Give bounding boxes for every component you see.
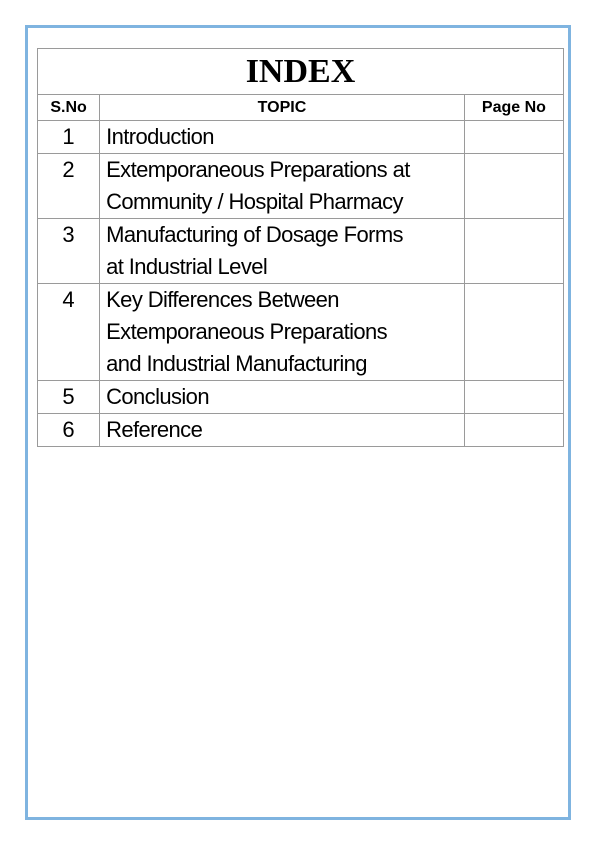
topic-cell xyxy=(100,219,465,284)
page-no-cell xyxy=(464,219,563,284)
topic-cell xyxy=(100,121,465,154)
table-row xyxy=(38,121,564,154)
topic-line: at Industrial Level xyxy=(106,254,268,279)
sno-cell: 1 xyxy=(38,121,100,154)
topic-cell xyxy=(100,381,465,414)
topic-line: Extemporaneous Preparations xyxy=(106,319,388,344)
header-topic: TOPIC xyxy=(100,95,465,121)
topic-cell xyxy=(100,284,465,381)
title-row xyxy=(38,49,564,95)
sno-cell: 3 xyxy=(38,219,100,284)
page-no-cell xyxy=(464,154,563,219)
topic-line: Manufacturing of Dosage Forms xyxy=(106,222,403,247)
page-no-cell xyxy=(464,414,563,447)
topic-line: Reference xyxy=(106,417,203,442)
topic-line: Community / Hospital Pharmacy xyxy=(106,189,403,214)
topic-cell xyxy=(100,154,465,219)
sno-cell: 2 xyxy=(38,154,100,219)
sno-cell: 5 xyxy=(38,381,100,414)
topic-line: Extemporaneous Preparations at xyxy=(106,157,410,182)
table-row xyxy=(38,414,564,447)
header-page-no: Page No xyxy=(464,95,563,121)
index-title: INDEX xyxy=(38,49,564,95)
table-row xyxy=(38,284,564,381)
table-row xyxy=(38,219,564,284)
header-row xyxy=(38,95,564,121)
sno-cell: 4 xyxy=(38,284,100,381)
page-no-cell xyxy=(464,381,563,414)
topic-line: and Industrial Manufacturing xyxy=(106,351,367,376)
page-no-cell xyxy=(464,284,563,381)
topic-line: Key Differences Between xyxy=(106,287,339,312)
table-row xyxy=(38,381,564,414)
header-sno: S.No xyxy=(38,95,100,121)
index-table xyxy=(37,48,564,447)
table-row xyxy=(38,154,564,219)
sno-cell: 6 xyxy=(38,414,100,447)
topic-line: Conclusion xyxy=(106,384,209,409)
topic-line: Introduction xyxy=(106,124,214,149)
topic-cell xyxy=(100,414,465,447)
page-no-cell xyxy=(464,121,563,154)
